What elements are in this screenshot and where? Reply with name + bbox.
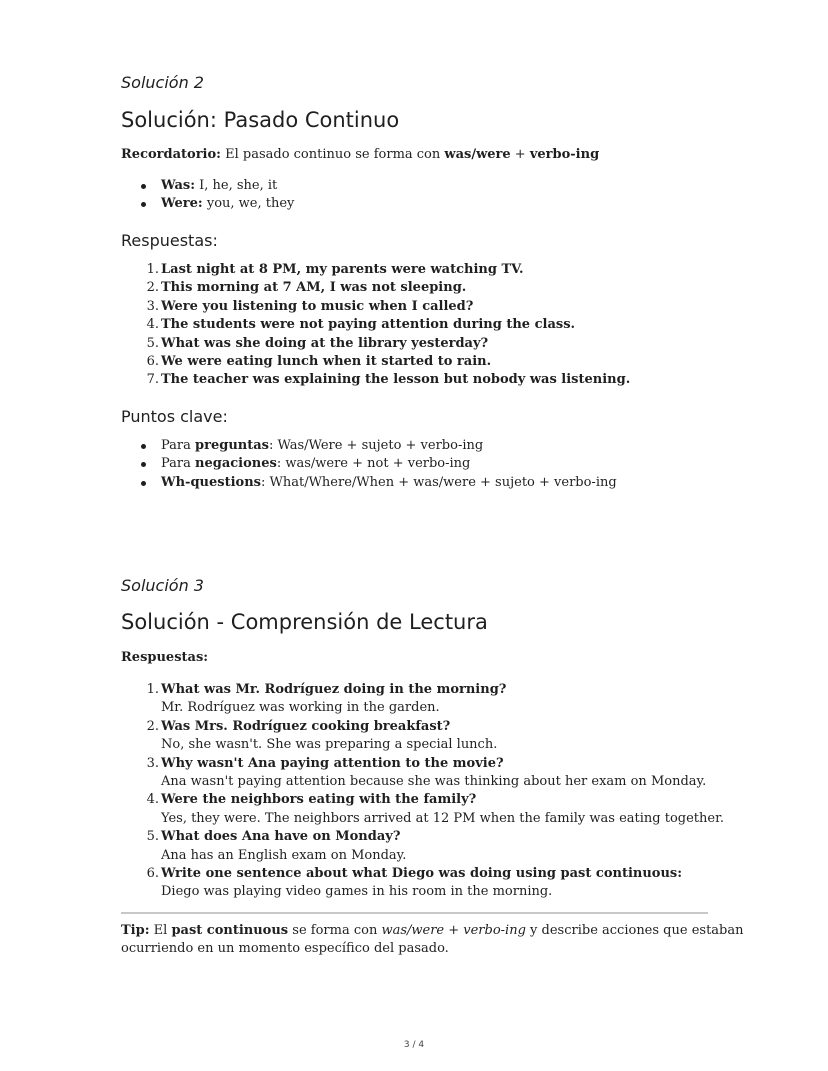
question-text: What does Ana have on Monday? (161, 829, 401, 845)
list-item (121, 437, 617, 455)
item-number: 3. (146, 755, 159, 771)
qa-list (121, 681, 724, 902)
answer-text: Ana wasn't paying attention because she was thinking about her exam on Monday. (161, 774, 707, 790)
list-item (121, 195, 294, 213)
list-item (121, 279, 630, 297)
list-item (121, 681, 724, 718)
form-value: I, he, she, it (195, 178, 278, 193)
tip-formula: was/were + verbo-ing (381, 923, 526, 938)
list-item (121, 353, 630, 371)
item-number: 5. (146, 829, 159, 845)
item-number: 1. (146, 682, 159, 697)
tip-label: Tip: (121, 923, 150, 938)
form-key: Was: (161, 178, 196, 193)
tip-term: past continuous (171, 923, 289, 938)
key-point-term: Wh-questions (161, 474, 261, 490)
answers-heading: Respuestas: (121, 650, 209, 665)
key-points-heading: Puntos clave: (121, 407, 228, 426)
answer-text: This morning at 7 AM, I was not sleeping. (161, 280, 467, 296)
answer-text: What was she doing at the library yesterday? (161, 335, 489, 351)
item-number: 3. (146, 298, 159, 314)
list-item (121, 261, 630, 279)
tip-text: ocurriendo en un momento específico del pasado. (121, 941, 449, 957)
item-number: 6. (146, 354, 159, 370)
answer-text: Yes, they were. The neighbors arrived at 12 PM when the family was eating together. (161, 810, 725, 826)
solution-2-title: Solución: Pasado Continuo (121, 108, 400, 132)
item-number: 2. (146, 718, 159, 734)
reminder-formula-a: was/were (444, 147, 511, 162)
list-item (121, 474, 617, 492)
solution-2-label: Solución 2 (121, 73, 204, 92)
answer-text: Last night at 8 PM, my parents were watching TV. (161, 262, 524, 277)
list-item (121, 177, 294, 195)
item-number: 7. (146, 372, 159, 388)
question-text: Was Mrs. Rodríguez cooking breakfast? (161, 718, 451, 734)
list-item (121, 828, 724, 865)
form-key: Were: (161, 196, 203, 212)
item-number: 4. (146, 317, 159, 333)
key-point-term: negaciones (195, 456, 277, 472)
question-text: Were the neighbors eating with the family? (161, 792, 477, 808)
list-item (121, 718, 724, 755)
form-value: you, we, they (202, 196, 295, 212)
answer-text: Mr. Rodríguez was working in the garden. (161, 700, 440, 716)
reminder-label: Recordatorio: (121, 147, 221, 162)
key-point-rule: : Was/Were + sujeto + verbo-ing (268, 438, 484, 453)
list-item (121, 865, 724, 902)
reminder-plus: + (510, 147, 530, 162)
answer-text: Diego was playing video games in his room in the morning. (161, 884, 553, 900)
item-number: 1. (146, 262, 159, 277)
question-text: What was Mr. Rodríguez doing in the morning? (161, 682, 507, 697)
list-item (121, 316, 630, 334)
key-point-prefix: Para (161, 456, 196, 472)
key-point-rule: : was/were + not + verbo-ing (276, 456, 471, 472)
answers-list (121, 261, 630, 390)
answer-text: Were you listening to music when I called? (161, 298, 474, 314)
list-item (121, 335, 630, 353)
answers-heading: Respuestas: (121, 231, 218, 250)
list-item (121, 791, 724, 828)
key-point-rule: : What/Where/When + was/were + sujeto + verbo-ing (260, 474, 617, 490)
key-points-list (121, 437, 617, 492)
key-point-term: preguntas (195, 438, 269, 453)
tip-text: El (149, 923, 172, 938)
page-number: 3 / 4 (403, 1040, 425, 1050)
key-point-prefix: Para (161, 438, 196, 453)
solution-3-title: Solución - Comprensión de Lectura (121, 610, 488, 634)
item-number: 2. (146, 280, 159, 296)
list-item (121, 371, 630, 389)
list-item (121, 298, 630, 316)
tip-text: y describe acciones que estaban (525, 923, 744, 938)
reminder-paragraph (121, 146, 599, 164)
solution-3-label: Solución 3 (121, 576, 204, 595)
forms-list (121, 177, 294, 214)
answer-text: No, she wasn't. She was preparing a special lunch. (161, 737, 498, 753)
answer-text: The students were not paying attention during the class. (161, 317, 576, 333)
list-item (121, 755, 724, 792)
reminder-formula-b: verbo-ing (529, 147, 600, 162)
answer-text: The teacher was explaining the lesson but nobody was listening. (161, 372, 631, 388)
item-number: 5. (146, 335, 159, 351)
item-number: 4. (146, 792, 159, 808)
question-text: Why wasn't Ana paying attention to the movie? (161, 755, 504, 771)
answer-text: Ana has an English exam on Monday. (161, 847, 407, 863)
list-item (121, 455, 617, 473)
tip-text: se forma con (288, 923, 382, 938)
item-number: 6. (146, 866, 159, 882)
tip-paragraph (121, 922, 744, 959)
divider (121, 912, 708, 914)
reminder-text: El pasado continuo se forma con (220, 147, 445, 162)
answer-text: We were eating lunch when it started to rain. (161, 354, 492, 370)
question-text: Write one sentence about what Diego was doing using past continuous: (161, 866, 683, 882)
